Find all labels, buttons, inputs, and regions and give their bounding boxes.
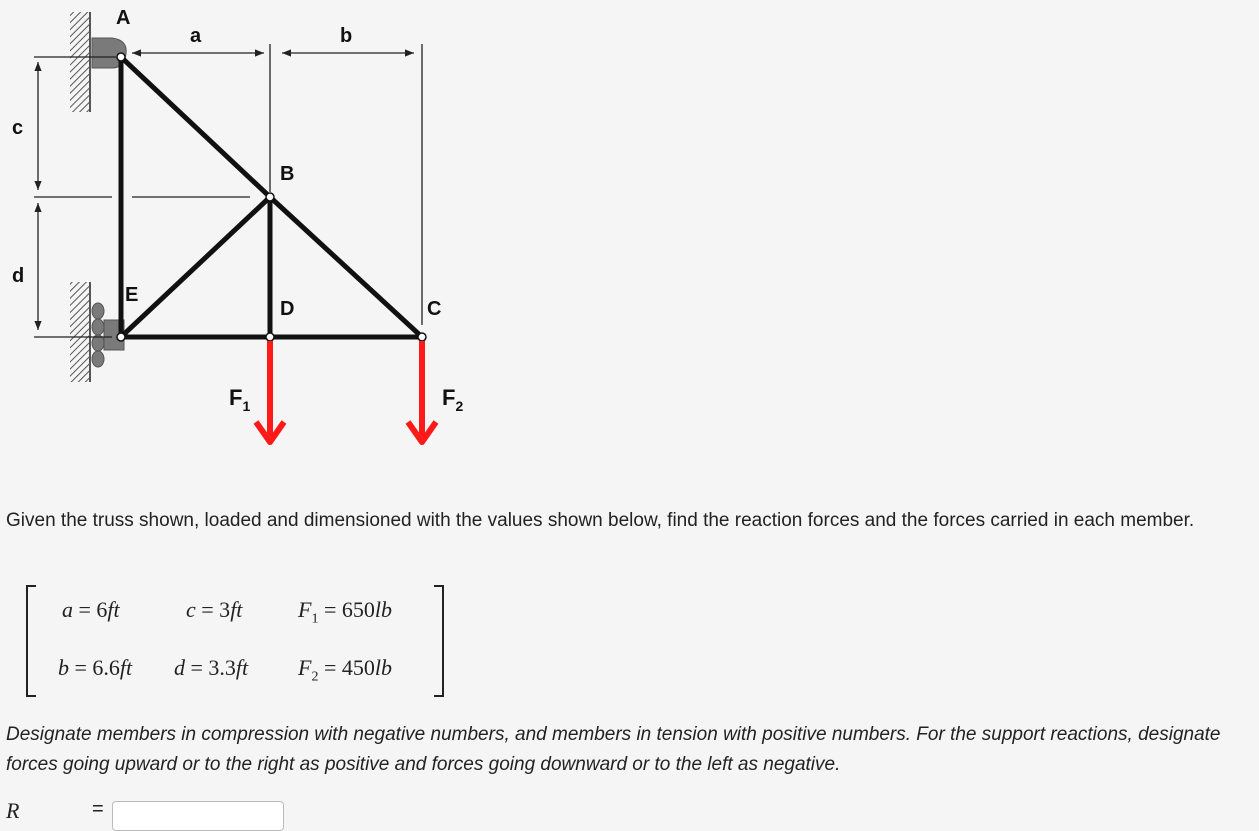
given-a: a = 6ft: [62, 597, 120, 622]
given-b: b = 6.6ft: [58, 655, 133, 680]
joint-b: [266, 193, 274, 201]
matrix-bracket-right: [434, 585, 444, 697]
joint-d: [266, 333, 274, 341]
label-b-point: B: [280, 163, 295, 185]
roller-4: [92, 351, 104, 367]
label-dim-a: a: [190, 25, 202, 47]
given-f2: $F_2 = 450lb$: [298, 655, 392, 685]
force-f2-arrow: [408, 341, 436, 442]
problem-statement: Given the truss shown, loaded and dimensioned with the values shown below, find the reaction forces and the forces carried in each member.: [6, 510, 1195, 531]
truss-diagram: [0, 0, 500, 470]
joint-e: [117, 333, 125, 341]
sign-convention-note: Designate members in compression with negative numbers, and members in tension with positive numbers. For the support reactions, designate forces going upward or to the right as positive and forces going downward or to the left as negative.: [6, 724, 1221, 775]
force-f1-arrow: [256, 341, 284, 442]
answer-input[interactable]: [112, 801, 284, 831]
label-dim-c: c: [12, 117, 24, 139]
joint-c: [418, 333, 426, 341]
answer-equals: =: [92, 798, 104, 820]
label-c-point: C: [427, 298, 442, 320]
label-a-point: A: [116, 7, 131, 29]
answer-label: R: [6, 798, 20, 823]
roller-1: [92, 303, 104, 319]
label-d-point: D: [280, 298, 295, 320]
given-d: d = 3.3ft: [174, 655, 249, 680]
wall-hatch-top: [70, 12, 90, 112]
member-eb: [121, 197, 270, 337]
label-dim-b: b: [340, 25, 353, 47]
label-dim-d: d: [12, 265, 25, 287]
roller-2: [92, 319, 104, 335]
member-ab: [121, 57, 270, 197]
label-e-point: E: [125, 284, 139, 306]
label-f1: $F_1$: [229, 385, 251, 414]
matrix-bracket-left: [26, 585, 36, 697]
given-values-matrix: [26, 585, 444, 697]
label-f2: $F_2$: [442, 385, 464, 414]
joint-a: [117, 53, 125, 61]
dimension-lines: [34, 44, 422, 337]
given-f1: $F_1 = 650lb$: [298, 597, 392, 627]
given-c: c = 3ft: [186, 597, 243, 622]
wall-hatch-bottom: [70, 282, 90, 382]
